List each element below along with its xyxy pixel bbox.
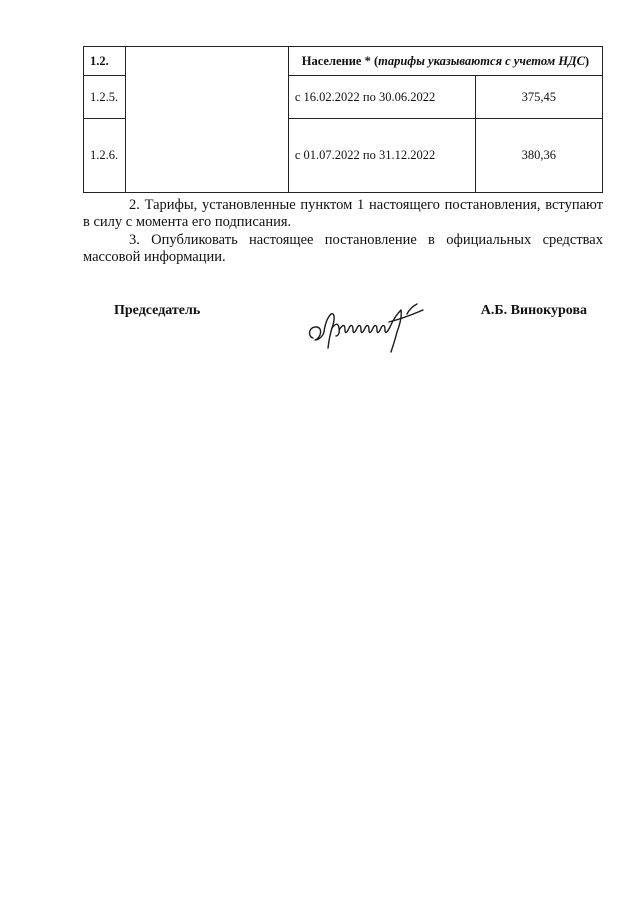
header-number-cell: 1.2. xyxy=(84,47,126,76)
header-label-plain: Население * ( xyxy=(301,53,379,68)
merged-blank-cell xyxy=(126,47,288,193)
signatory-name: А.Б. Винокурова xyxy=(480,303,587,318)
table-header-row xyxy=(84,47,603,76)
signatory-title: Председатель xyxy=(114,303,201,318)
row-value-cell: 380,36 xyxy=(475,119,602,193)
row-number-cell: 1.2.5. xyxy=(84,76,126,119)
tariff-table xyxy=(83,46,603,193)
handwritten-signature xyxy=(305,300,435,356)
row-period-cell: с 16.02.2022 по 30.06.2022 xyxy=(288,76,475,119)
row-number-cell: 1.2.6. xyxy=(84,119,126,193)
header-label-cell xyxy=(288,47,602,76)
row-period-cell: с 01.07.2022 по 31.12.2022 xyxy=(288,119,475,193)
header-label-italic: тарифы указываются с учетом НДС xyxy=(378,53,585,68)
paragraph-3: 3. Опубликовать настоящее постановление в официальных средствах массовой информации. xyxy=(83,232,603,265)
header-label-close: ) xyxy=(584,53,590,68)
paragraph-2: 2. Тарифы, установленные пунктом 1 настоящего постановления, вступают в силу с момента его подписания. xyxy=(83,197,603,230)
row-value-cell: 375,45 xyxy=(475,76,602,119)
